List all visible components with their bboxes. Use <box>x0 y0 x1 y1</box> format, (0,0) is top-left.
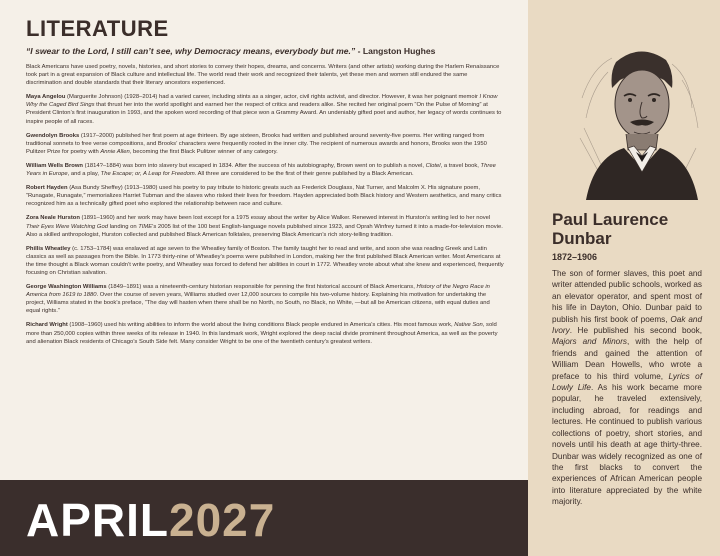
writer-work-title: Native Son <box>454 322 483 329</box>
writer-name: George Washington Williams <box>26 284 107 291</box>
writer-text: , a travel book, <box>440 162 481 169</box>
writer-text: , and a play, <box>67 171 101 178</box>
writer-text: , sold more than 250,000 copies within three weeks of its release in 1940. In this landmark work, Wright explored the deep racial divide prominent throughout America, as well as the poverty and alienation Black residents of Chicago’s South Side felt. Many consider Wright to be one of the twentieth century’s greatest writers. <box>26 322 498 345</box>
quote-text: “I swear to the Lord, I still can’t see, why Democracy means, everybody but me.” <box>26 46 356 56</box>
writer-work-title: Clotel <box>425 162 441 169</box>
bio-work-title: Lyrics of Lowly Life <box>552 371 702 393</box>
bio-text <box>552 268 702 508</box>
writer-name: Zora Neale Hurston <box>26 215 80 222</box>
writer-entry <box>26 245 504 277</box>
writer-work-title: History of the Negro Race in America from 1619 to 1880 <box>26 284 490 299</box>
writer-name: Richard Wright <box>26 322 68 329</box>
writer-work-title: TIME <box>138 223 153 230</box>
writer-entry <box>26 184 504 208</box>
writer-text: (1917–2000) published her first poem at age thirteen. By age sixteen, Brooks had written and published around seventy-five poems. Her writing ranged from traditional sonnets to free verse compositions, and Brooks’ characters were frequently rooted in the inner city. The recipient of numerous awards and honors, Brooks won the 1950 Pulitzer Prize for poetry with <box>26 132 487 155</box>
bio-text-part: The son of former slaves, this poet and writer attended public schools, worked as an elevator operator, and spent most of his life in Dayton, Ohio. Dunbar paid to publish his first book of poems, <box>552 269 702 324</box>
writer-text: . All three are considered to be the first of their genre published by a Black American. <box>194 171 414 178</box>
quote <box>26 46 504 56</box>
writer-entry <box>26 283 504 315</box>
writer-text: (Marguerite Johnson) (1928–2014) had a varied career, including stints as a singer, actor, civil rights activist, and director. However, it was her poignant memoir <box>65 94 480 101</box>
bio-work-title: Oak and Ivory <box>552 314 702 336</box>
writer-entry <box>26 93 504 125</box>
writer-text: ’s 2005 list of the 100 best English-language novels published since 1923, and Oprah Winfrey turned it into a made-for-television movie. Also a skilled anthropologist, Hurston collected and published Black American folktales, preserving Black American’s rich story-telling tradition. <box>26 223 503 238</box>
writer-name: Maya Angelou <box>26 94 66 101</box>
writer-work-title: I Know Why the Caged Bird Sings <box>26 94 498 109</box>
bio-dates: 1872–1906 <box>552 252 598 262</box>
writer-name: Gwendolyn Brooks <box>26 132 80 139</box>
writer-name: Robert Hayden <box>26 185 68 192</box>
writer-text: (1849–1891) was a nineteenth-century historian responsible for penning the first historical account of Black Americans, <box>106 284 417 291</box>
writer-text: (Asa Bundy Sheffey) (1913–1980) used his poetry to pay tribute to historic greats such as Frederick Douglass, Nat Turner, and Malcolm X. His signature poem, “Runagate, Runagate,” memorializes Harriet Tubman and the slaves who risked their lives for freedom. Hayden appreciated both Black history and Western aesthetics, and many critics recognized him as a technically gifted poet who explored the relationship between race and culture. <box>26 185 502 208</box>
writer-name: Phillis Wheatley <box>26 245 71 252</box>
portrait-icon <box>572 28 708 200</box>
writer-work-title: Their Eyes Were Watching God <box>26 223 108 230</box>
writer-text: , becoming the first Black Pulitzer winner of any category. <box>129 148 278 155</box>
writer-work-title: The Escape; or, A Leap for Freedom <box>100 171 195 178</box>
bio-name: Paul Laurence Dunbar <box>552 210 669 248</box>
month-year-label <box>26 495 275 545</box>
bio-text-part: , with the help of friends and gained the attention of William Dean Howells, who wrote a preface to his third volume, <box>552 337 703 381</box>
writer-text: that thrust her into the world spotlight and earned her the respect of critics and readers alike. She recited her original poem “On the Pulse of Morning” at President Clinton’s first inauguration in 1993, and the spoken word recording of that piece won a Grammy Award. An undeniably gifted poet and author, her legacy of words continues to inspire people of all races. <box>26 102 502 125</box>
writer-entry <box>26 162 504 178</box>
writer-text: landing on <box>107 223 139 230</box>
intro-paragraph: Black Americans have used poetry, novels, histories, and short stories to convey their hopes, dreams, and concerns. Writers (and other artists) working during the Harlem Renaissance took part in a great expansion of Black culture and intellectual life. The world read their work and recognized their talents, yet these men and women still endured the same discrimination and double standards that their literary ancestors experienced. <box>26 64 500 87</box>
writer-entry <box>26 321 504 345</box>
writer-work-title: Three Years in Europe <box>26 162 496 178</box>
writer-entry <box>26 132 504 156</box>
month-label: APRIL <box>26 494 169 546</box>
writer-text: (1814?–1884) was born into slavery but escaped in 1834. After the success of his autobiography, Brown went on to publish a novel, <box>83 162 426 169</box>
writer-text: (c. 1753–1784) was enslaved at age seven to the Wheatley family of Boston. The family taught her to read and write, and soon she was reading Greek and Latin classics as well as passages from the Bible. In 1773 thirty-nine of Wheatley’s poems were published in London, making her the first published Black American writer. Most Americans at the time thought a Black woman couldn’t write poetry, and Wheatley was forced to defend her abilities in court in 1772. Wheatley wrote about what she knew and experienced, frequently focusing on Christian salvation. <box>26 245 504 276</box>
section-title: LITERATURE <box>26 16 169 41</box>
writer-text: (1908–1960) used his writing abilities to inform the world about the living conditions Black people endured in America’s cities. His most famous work, <box>67 322 455 329</box>
quote-attribution: - Langston Hughes <box>355 46 436 56</box>
writer-text: (1891–1960) and her work may have been lost except for a 1975 essay about the writer by Alice Walker. Renewed interest in Hurston’s writing led to her novel <box>79 215 491 222</box>
bio-text-part: . He published his second book, <box>569 326 702 336</box>
writer-name: William Wells Brown <box>26 162 83 169</box>
bio-text-part: . As his work became more popular, he traveled extensively, including abroad, for readings and lectures. He continued to publish various collections of poetry, short stories, and novels until his death at age thirty-three. Dunbar was widely recognized as one of the first blacks to convert the experiences of African American people into literature appreciated by the white majority. <box>552 383 702 507</box>
writer-entry <box>26 214 504 238</box>
year-label: 2027 <box>169 494 276 546</box>
bio-work-title: Majors and Minors <box>552 337 628 347</box>
writer-text: . Over the course of seven years, Williams studied over 12,000 sources to compile his two-volume history. Explaining his motivation for undertaking the project, Williams stated in the book’s preface, “The day will hasten when there shall be no North, no South, no Black, no White, —but all be American citizens, with equal duties and equal rights.” <box>26 292 490 315</box>
writer-work-title: Annie Allen <box>100 148 130 155</box>
